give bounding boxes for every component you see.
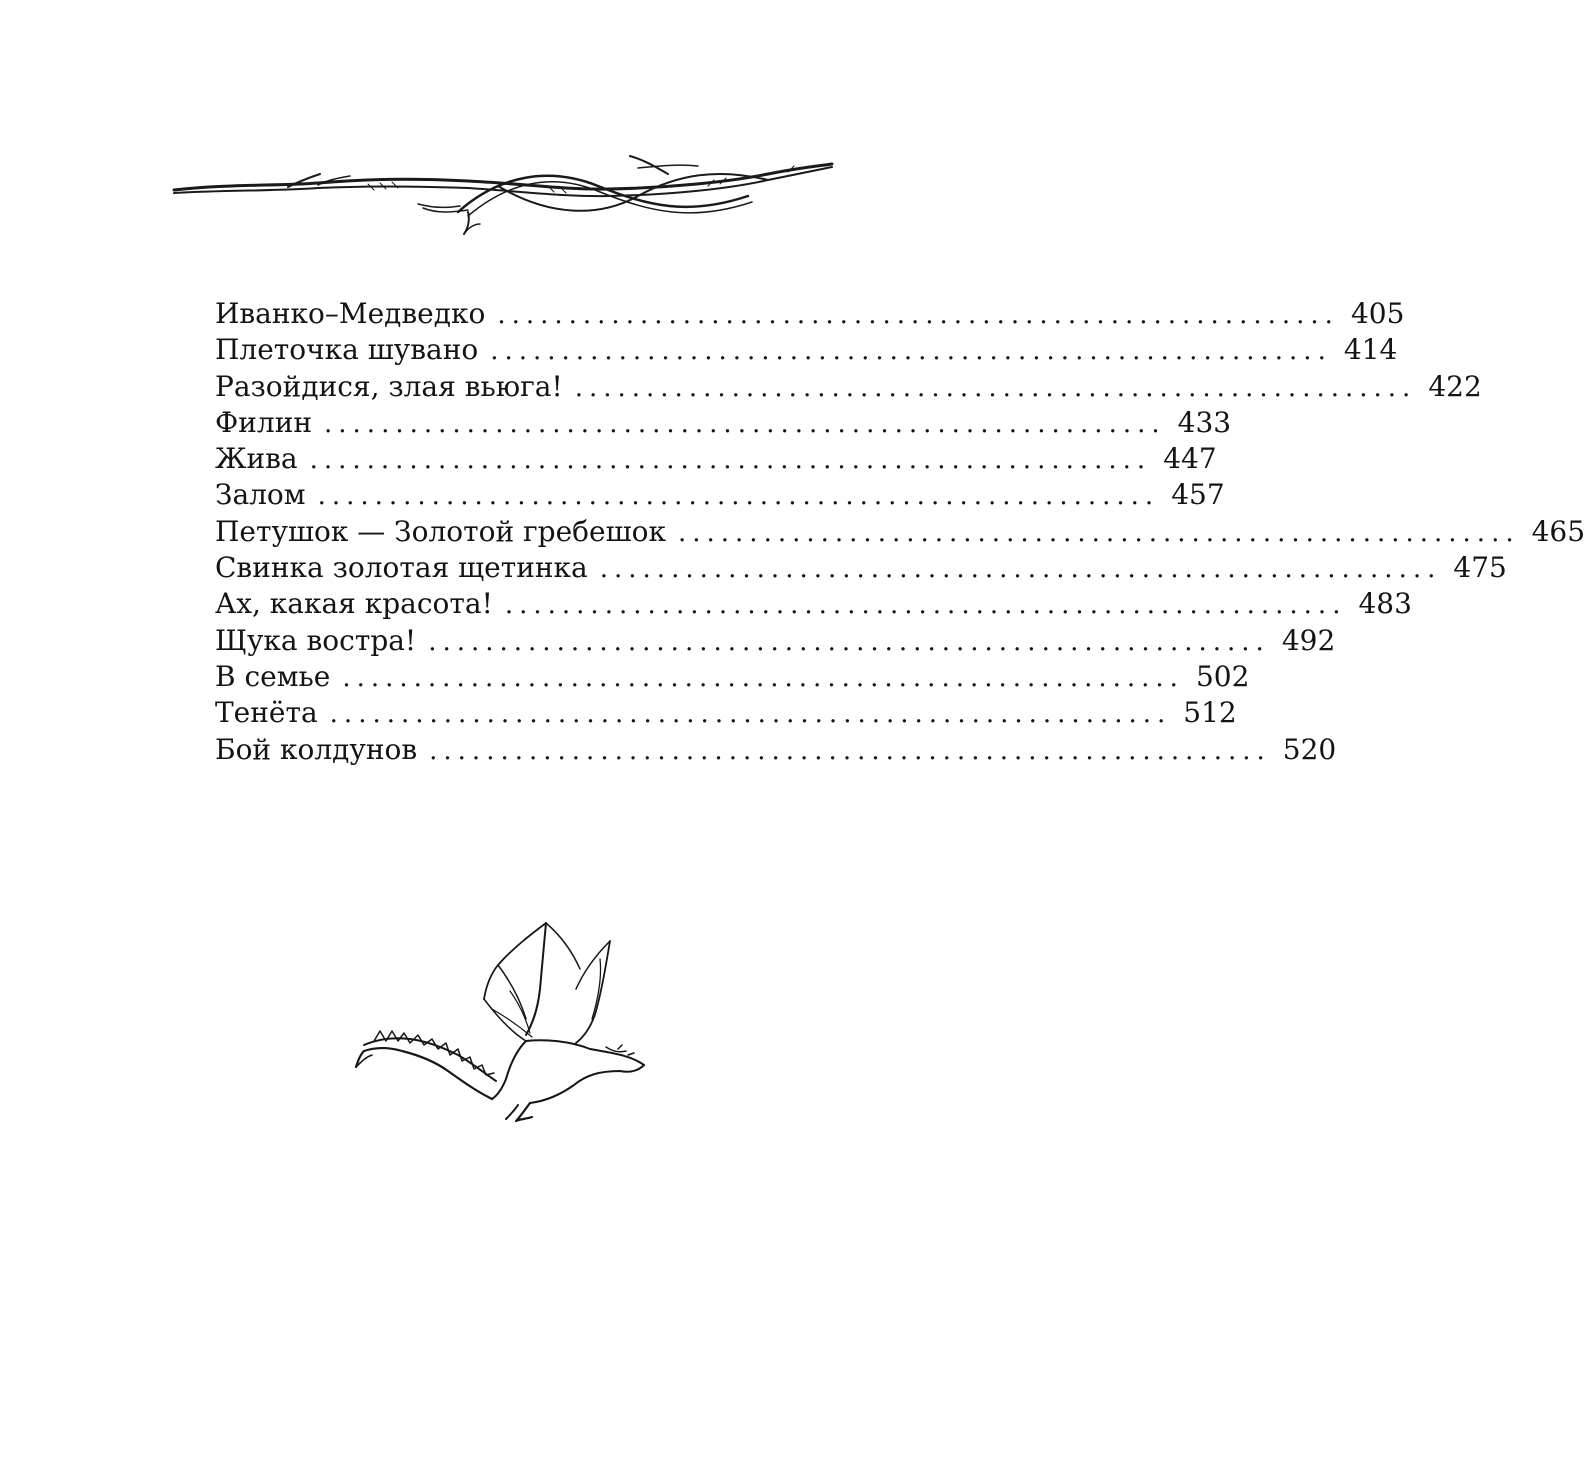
toc-entry	[215, 477, 1225, 513]
toc-entry-page: 405	[1350, 297, 1405, 330]
dot-leader: ...........................................................	[504, 590, 1347, 621]
toc-entry	[215, 732, 1337, 768]
toc-entry	[215, 695, 1237, 731]
toc-entry-page: 475	[1453, 551, 1507, 585]
toc-entry-page: 502	[1195, 659, 1250, 693]
toc-entry-page: 520	[1282, 732, 1337, 766]
toc-entry	[215, 296, 1405, 332]
toc-entry-page: 433	[1177, 405, 1232, 439]
toc-entry-page: 414	[1343, 333, 1398, 367]
toc-entry-page: 512	[1183, 696, 1237, 730]
toc-entry-title: В семье	[215, 659, 331, 693]
dot-leader: ...........................................................	[429, 735, 1271, 766]
toc-entry-title: Свинка золотая щетинка	[215, 551, 588, 585]
toc-entry	[215, 332, 1398, 368]
toc-entry-title: Бой колдунов	[215, 732, 418, 766]
toc-entry-title: Ах, какая красота!	[215, 587, 493, 621]
toc-entry	[215, 550, 1507, 586]
toc-entry-page: 492	[1281, 623, 1336, 657]
dot-leader: ...........................................................	[497, 300, 1339, 330]
toc-entry-title: Щука востра!	[215, 623, 417, 657]
toc-entry-title: Жива	[215, 442, 298, 476]
dot-leader: ...........................................................	[317, 481, 1160, 512]
dot-leader: ...........................................................	[309, 445, 1152, 476]
toc-entry-title: Разойдися, злая вьюга!	[215, 369, 563, 403]
dot-leader: ...........................................................	[329, 699, 1172, 730]
toc-entry-page: 457	[1171, 478, 1225, 512]
dot-leader: ...........................................................	[599, 554, 1442, 585]
dot-leader: ...........................................................	[428, 626, 1270, 657]
toc-entry	[215, 369, 1482, 405]
toc-entry-title: Плеточка шувано	[215, 333, 479, 367]
toc-entry-page: 483	[1358, 587, 1412, 621]
toc-entry-title: Залом	[215, 478, 306, 512]
dot-leader: ...........................................................	[677, 517, 1520, 548]
dragon-illustration-icon	[350, 915, 650, 1130]
table-of-contents	[215, 296, 1585, 768]
toc-entry-page: 422	[1428, 369, 1482, 403]
dot-leader: ...........................................................	[342, 662, 1184, 693]
toc-entry-title: Филин	[215, 405, 313, 439]
toc-entry	[215, 441, 1217, 477]
toc-entry	[215, 586, 1412, 622]
toc-entry	[215, 659, 1250, 695]
toc-entry-title: Петушок — Золотой гребешок	[215, 514, 666, 548]
branch-ornament-icon	[168, 146, 840, 246]
toc-entry	[215, 514, 1585, 550]
toc-entry-title: Иванко–Медведко	[215, 297, 486, 330]
toc-entry	[215, 405, 1232, 441]
dot-leader: ...........................................................	[490, 336, 1332, 367]
toc-entry	[215, 623, 1336, 659]
dot-leader: ...........................................................	[574, 372, 1417, 403]
dot-leader: ...........................................................	[324, 408, 1166, 439]
toc-entry-page: 447	[1163, 442, 1217, 476]
toc-entry-title: Тенёта	[215, 696, 318, 730]
toc-entry-page: 465	[1531, 514, 1585, 548]
